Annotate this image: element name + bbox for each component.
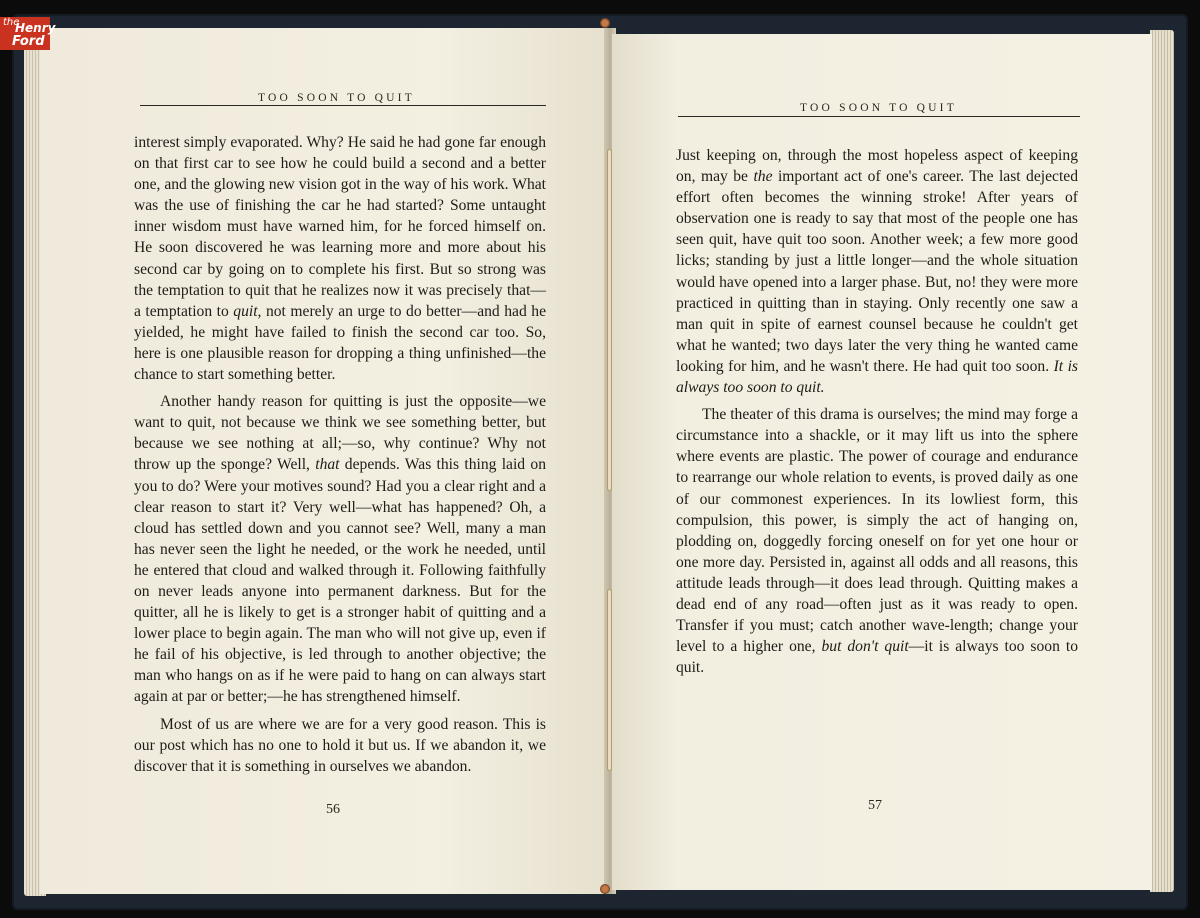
henry-ford-watermark-logo: the Henry Ford: [0, 17, 50, 50]
right-page: [612, 34, 1152, 890]
binding-thread: [600, 18, 610, 28]
running-head: TOO SOON TO QUIT: [800, 102, 957, 114]
header-rule: [140, 105, 546, 106]
binding-stitch: [608, 150, 611, 490]
paragraph: Another handy reason for quitting is just the opposite—we want to quit, not because we think we see something better, but because we see nothing at all;—so, why continue? Why not throw up the sponge? Well, that depends. Was this thing laid on you to do? Were your motives sound? Had you a clear right and a clear reason to start it? Very well—what has happened? Oh, a cloud has settled down and you cannot see? Well, many a man has never seen the light he needed, or the work he needed, until he entered that cloud and walked through it. Following faithfully on never leads anyone into permanent darkness. But for the quitter, all he is likely to get is a stronger habit of quitting and a lower place to begin again. The man who will not give up, even if he fail of his objective, is led through to another objective; the man who hangs on as if he were paid to hang on can always start again at par or better;—he has strengthened himself.: [134, 393, 546, 706]
left-body-text: [134, 132, 546, 777]
paragraph: Most of us are where we are for a very good reason. This is our post which has no one to hold it but us. If we abandon it, we discover that it is something in ourselves we abandon.: [134, 715, 546, 775]
paragraph: interest simply evaporated. Why? He said he had gone far enough on that first car to see how he could build a second and a better one, and the glowing new vision got in the way of his work. What was the use of finishing the car he had started? Some untaught inner wisdom must have warned him, for he forced himself on. He soon discovered he was learning more and more about his second car by going on to complete his first. But so strong was the temptation to quit that he realizes now it was precisely that—a temptation to quit, not merely an urge to do better—and had he yielded, he might have failed to finish the second car too. So, here is one plausible reason for dropping a thing unfinished—the chance to start something better.: [134, 134, 546, 384]
right-body-text: [676, 145, 1078, 678]
running-head: TOO SOON TO QUIT: [258, 92, 415, 104]
header-rule: [678, 116, 1080, 117]
left-page: [40, 28, 608, 894]
page-number: 56: [326, 802, 340, 817]
paragraph: The theater of this drama is ourselves; the mind may forge a circumstance into a shackle, or it may lift us into the sphere where events are plastic. The power of courage and endurance to rearrange our whole relation to events, is proved daily as one of our commonest experiences. In its lowliest form, this compulsion, this power, is simply the act of hanging on, plodding on, doggedly forcing oneself on for yet one hour or one more day. Persisted in, against all odds and all reasons, this attitude leads through—it does lead through. Quitting makes a dead end of any road—often just as it was ready to open. Transfer if you must; catch another wave-length; change your level to a higher one, but don't quit—it is always too soon to quit.: [676, 406, 1078, 677]
page-edges-right: [1150, 30, 1174, 892]
binding-thread: [600, 884, 610, 894]
binding-stitch: [608, 590, 611, 770]
paragraph: Just keeping on, through the most hopeless aspect of keeping on, may be the important act of one's career. The last dejected effort often becomes the winning stroke! After years of observation one is ready to say that most of the people one has seen quit, have quit too soon. Another week; a few more good licks; standing by just a little longer—and the whole situation would have opened into a larger phase. But, no! they were more practiced in quitting than in staying. Only recently one saw a man quit in spite of earnest counsel because he couldn't get what he wanted; two days later the very thing he wanted came looking for him, and he wasn't there. He had quit too soon. It is always too soon to quit.: [676, 147, 1078, 397]
page-number: 57: [868, 798, 882, 813]
